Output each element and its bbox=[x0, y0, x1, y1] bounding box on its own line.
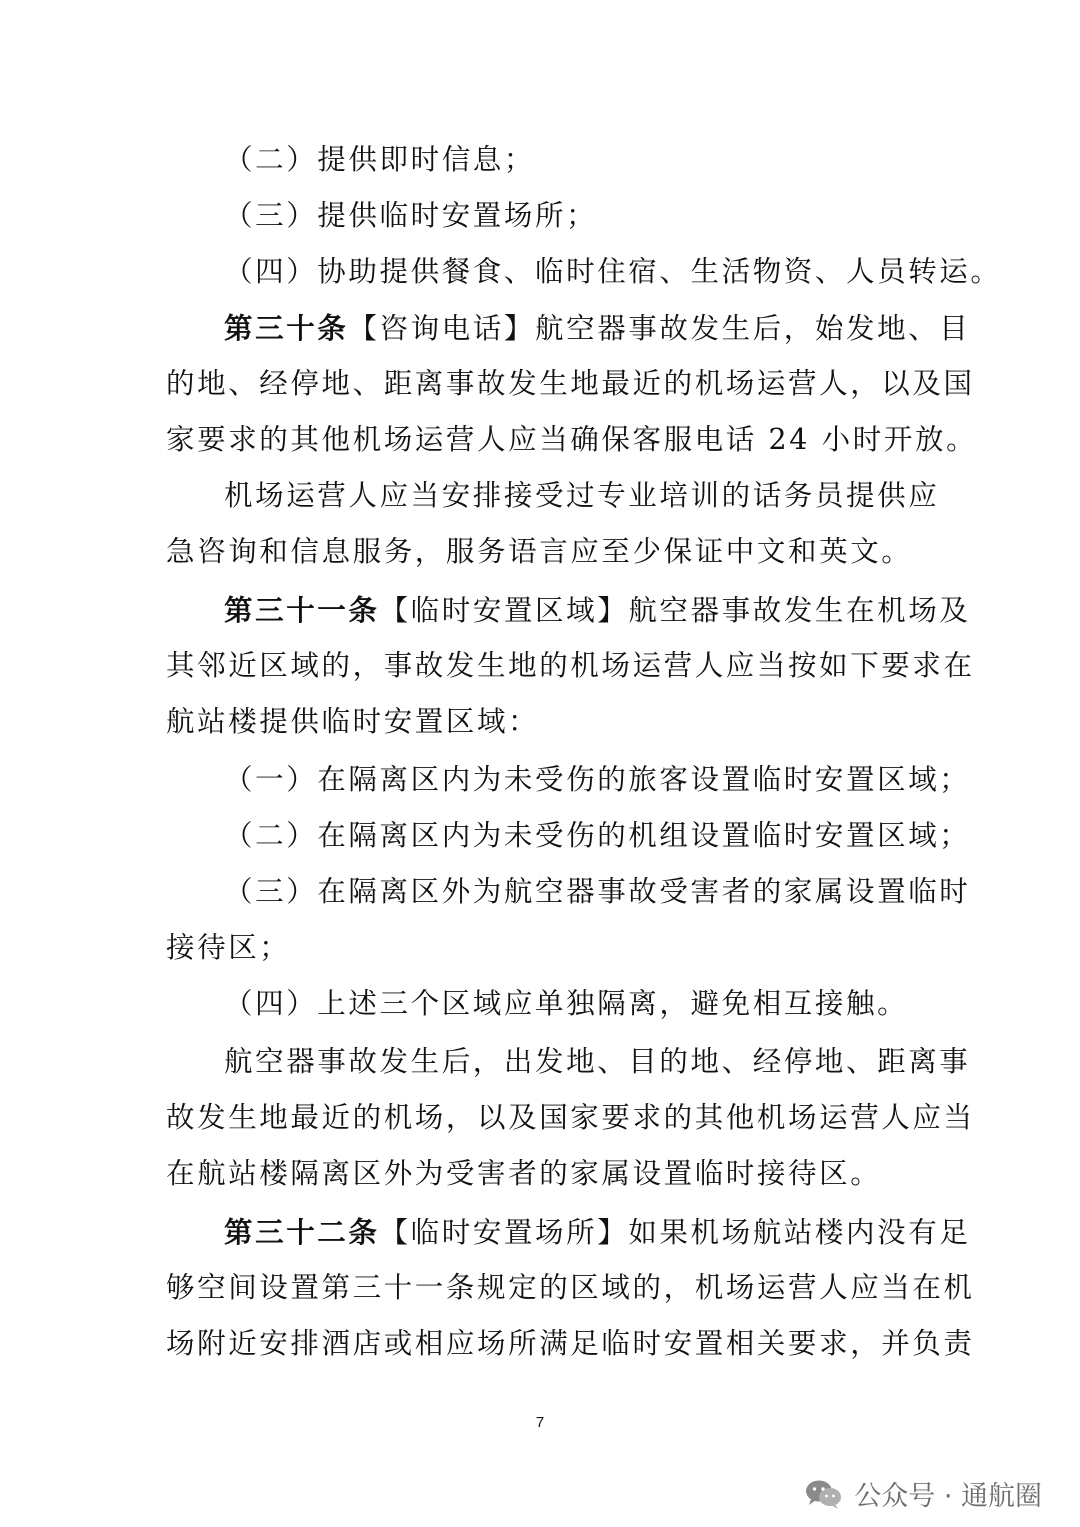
paragraph-line: 场附近安排酒店或相应场所满足临时安置相关要求，并负责 bbox=[166, 1327, 975, 1360]
list-item: （二）在隔离区内为未受伤的机组设置临时安置区域； bbox=[224, 819, 971, 852]
list-item: （四）上述三个区域应单独隔离，避免相互接触。 bbox=[224, 987, 909, 1020]
wechat-icon bbox=[804, 1478, 844, 1510]
list-item: （三）提供临时安置场所； bbox=[224, 199, 598, 232]
paragraph-line: 故发生地最近的机场，以及国家要求的其他机场运营人应当 bbox=[166, 1101, 975, 1134]
watermark bbox=[804, 1474, 1042, 1513]
paragraph-line: 家要求的其他机场运营人应当确保客服电话 24 小时开放。 bbox=[166, 423, 978, 456]
paragraph-line: 急咨询和信息服务，服务语言应至少保证中文和英文。 bbox=[166, 535, 913, 568]
paragraph-line: 航空器事故发生后，出发地、目的地、经停地、距离事 bbox=[224, 1045, 971, 1078]
article-text: 【临时安置区域】航空器事故发生在机场及 bbox=[379, 594, 971, 627]
paragraph-line: 在航站楼隔离区外为受害者的家属设置临时接待区。 bbox=[166, 1157, 882, 1190]
article-30-heading bbox=[224, 308, 971, 349]
paragraph-line: 机场运营人应当安排接受过专业培训的话务员提供应 bbox=[224, 479, 940, 512]
list-item: （二）提供即时信息； bbox=[224, 143, 536, 176]
article-32-heading bbox=[224, 1212, 971, 1253]
paragraph-line: 够空间设置第三十一条规定的区域的，机场运营人应当在机 bbox=[166, 1271, 975, 1304]
article-text: 【咨询电话】航空器事故发生后，始发地、目 bbox=[348, 312, 971, 345]
paragraph-line: 其邻近区域的，事故发生地的机场运营人应当按如下要求在 bbox=[166, 649, 975, 682]
paragraph-line: 的地、经停地、距离事故发生地最近的机场运营人，以及国 bbox=[166, 367, 975, 400]
list-item: （四）协助提供餐食、临时住宿、生活物资、人员转运。 bbox=[224, 255, 1002, 288]
article-text: 【临时安置场所】如果机场航站楼内没有足 bbox=[379, 1216, 971, 1249]
list-item: （一）在隔离区内为未受伤的旅客设置临时安置区域； bbox=[224, 763, 971, 796]
page-number: 7 bbox=[535, 1414, 545, 1431]
article-31-heading bbox=[224, 590, 971, 631]
watermark-text: 公众号 · 通航圈 bbox=[854, 1481, 1042, 1512]
paragraph-line: 接待区； bbox=[166, 931, 291, 964]
article-title: 第三十条 bbox=[224, 311, 349, 345]
list-item: （三）在隔离区外为航空器事故受害者的家属设置临时 bbox=[224, 875, 971, 908]
paragraph-line: 航站楼提供临时安置区域： bbox=[166, 705, 540, 738]
article-title: 第三十一条 bbox=[224, 593, 380, 627]
article-title: 第三十二条 bbox=[224, 1215, 380, 1249]
